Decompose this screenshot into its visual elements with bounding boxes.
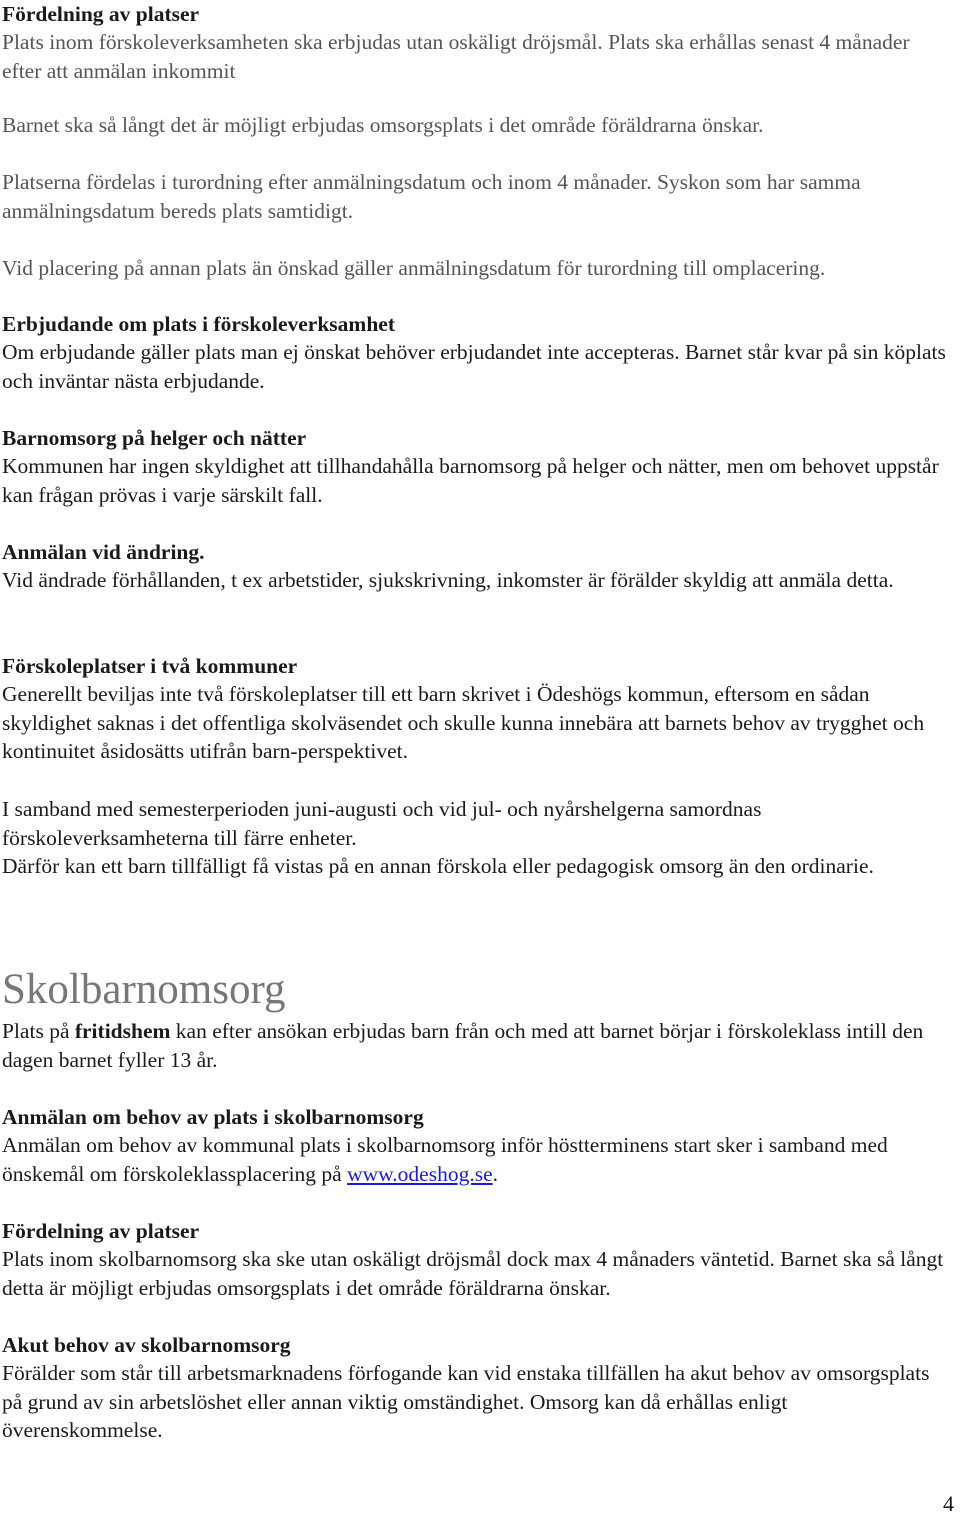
section-heading: Barnomsorg på helger och nätter bbox=[2, 426, 307, 450]
section-heading: Akut behov av skolbarnomsorg bbox=[2, 1333, 291, 1357]
section-anmalan-andring bbox=[2, 538, 952, 595]
paragraph: Vid placering på annan plats än önskad gäller anmälningsdatum för turordning till omplacering. bbox=[2, 256, 826, 280]
paragraph-block bbox=[2, 111, 952, 140]
section-anmalan-skolbarnomsorg bbox=[2, 1103, 952, 1188]
section-heading: Fördelning av platser bbox=[2, 1219, 200, 1243]
bold-term: fritidshem bbox=[74, 1019, 171, 1043]
text-run: Anmälan om behov av kommunal plats i skolbarnomsorg inför höstterminens start sker i samband med önskemål om förskoleklassplacering på bbox=[2, 1133, 888, 1186]
section-erbjudande bbox=[2, 310, 952, 395]
paragraph: Vid ändrade förhållanden, t ex arbetstider, sjukskrivning, inkomster är förälder skyldig att anmäla detta. bbox=[2, 568, 894, 592]
section-skolbarnomsorg bbox=[2, 965, 952, 1074]
section-helger-natter bbox=[2, 424, 952, 509]
section-akut-behov bbox=[2, 1331, 952, 1445]
paragraph: Om erbjudande gäller plats man ej önskat behöver erbjudandet inte accepteras. Barnet står kvar på sin köplats och inväntar nästa erbjudande. bbox=[2, 340, 946, 393]
section-heading: Anmälan om behov av plats i skolbarnomsorg bbox=[2, 1105, 424, 1129]
page-number: 4 bbox=[943, 1491, 954, 1516]
paragraph-block bbox=[2, 254, 952, 283]
paragraph: Platserna fördelas i turordning efter anmälningsdatum och inom 4 månader. Syskon som har samma anmälningsdatum bereds plats samtidigt. bbox=[2, 170, 861, 223]
paragraph bbox=[2, 1017, 952, 1074]
paragraph-block bbox=[2, 168, 952, 225]
text-run: Plats på bbox=[2, 1019, 75, 1043]
section-heading: Fördelning av platser bbox=[2, 2, 200, 26]
paragraph: Generellt beviljas inte två förskoleplatser till ett barn skrivet i Ödeshögs kommun, eftersom en sådan skyldighet saknas i det offentliga skolväsendet och skulle kunna innebära att barnets behov av trygghet och kontinuitet åsidosätts utifrån barn-perspektivet. bbox=[2, 682, 925, 763]
paragraph: Plats inom skolbarnomsorg ska ske utan oskäligt dröjsmål dock max 4 månaders väntetid. Barnet ska så långt detta är möjligt erbjudas omsorgsplats i det område föräldrarna önskar. bbox=[2, 1247, 944, 1300]
text-run: kan efter ansökan erbjudas barn från och med att barnet börjar i förskoleklass intill den dagen barnet fyller 13 år. bbox=[2, 1019, 924, 1072]
section-heading: Anmälan vid ändring. bbox=[2, 540, 205, 564]
paragraph: Plats inom förskoleverksamheten ska erbjudas utan oskäligt dröjsmål. Plats ska erhållas senast 4 månader efter att anmälan inkommit bbox=[2, 30, 910, 83]
section-tva-kommuner bbox=[2, 652, 952, 766]
paragraph: Barnet ska så långt det är möjligt erbjudas omsorgsplats i det område föräldrarna önskar. bbox=[2, 113, 764, 137]
paragraph: Kommunen har ingen skyldighet att tillhandahålla barnomsorg på helger och nätter, men om behovet uppstår kan frågan prövas i varje särskilt fall. bbox=[2, 454, 939, 507]
section-fordelning-forskola bbox=[2, 0, 952, 85]
website-link[interactable]: www.odeshog.se bbox=[347, 1161, 493, 1186]
chapter-title: Skolbarnomsorg bbox=[2, 966, 286, 1013]
paragraph bbox=[2, 1131, 952, 1188]
paragraph: Därför kan ett barn tillfälligt få vistas på en annan förskola eller pedagogisk omsorg än den ordinarie. bbox=[2, 854, 874, 878]
paragraph: I samband med semesterperioden juni-augusti och vid jul- och nyårshelgerna samordnas förskoleverksamheterna till färre enheter. bbox=[2, 797, 762, 850]
section-fordelning-skol bbox=[2, 1217, 952, 1302]
section-heading: Erbjudande om plats i förskoleverksamhet bbox=[2, 312, 395, 336]
text-run: . bbox=[492, 1161, 498, 1186]
paragraph-block bbox=[2, 795, 952, 881]
section-heading: Förskoleplatser i två kommuner bbox=[2, 654, 298, 678]
paragraph: Förälder som står till arbetsmarknadens förfogande kan vid enstaka tillfällen ha akut behov av omsorgsplats på grund av sin arbetslöshet eller annan viktig omständighet. Omsorg kan då erhållas enligt överenskommelse. bbox=[2, 1361, 930, 1442]
